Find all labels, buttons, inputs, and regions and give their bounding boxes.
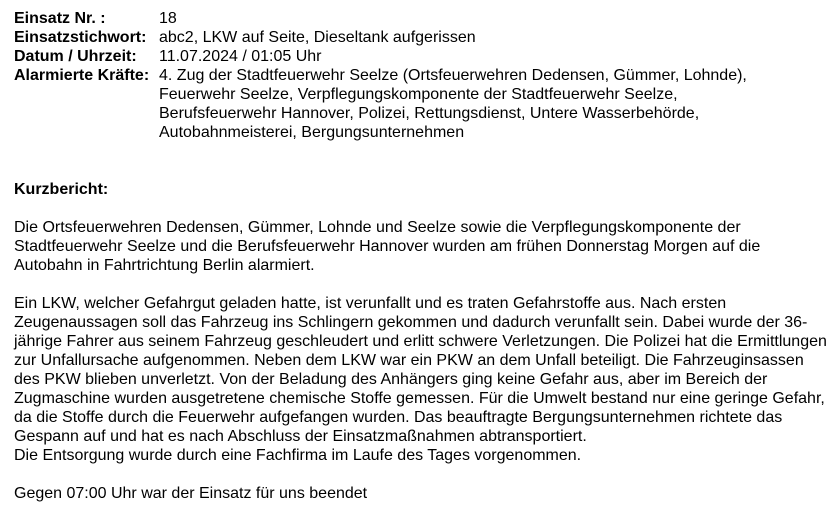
paragraph-line: Gespann auf und hat es nach Abschluss der Einsatzmaßnahmen abtransportiert. <box>14 428 587 445</box>
paragraph-line: Die Entsorgung wurde durch eine Fachfirma im Laufe des Tages vorgenommen. <box>14 447 582 464</box>
kraefte-value <box>159 66 829 142</box>
paragraph-line: Zugmaschine wurden ausgetretene chemische Stoffe gemessen. Für die Umwelt bestand nur eine geringe Gefahr, <box>14 390 825 407</box>
kraefte-line: 4. Zug der Stadtfeuerwehr Seelze (Ortsfeuerwehren Dedensen, Gümmer, Lohnde), <box>159 67 747 84</box>
paragraph-line: zur Unfallursache aufgenommen. Neben dem LKW war ein PKW an dem Unfall beteiligt. Die Fahrzeuginsassen <box>14 352 804 369</box>
incident-meta-table <box>14 9 838 142</box>
kraefte-line: Autobahnmeisterei, Bergungsunternehmen <box>159 124 465 141</box>
datum-label: Datum / Uhrzeit: <box>14 48 137 65</box>
einsatz-nr-label: Einsatz Nr. : <box>14 10 106 27</box>
kraefte-label: Alarmierte Kräfte: <box>14 67 150 84</box>
paragraph-line: Ein LKW, welcher Gefahrgut geladen hatte, ist verunfallt und es traten Gefahrstoffe aus. Nach ersten <box>14 295 727 312</box>
datum-value: 11.07.2024 / 01:05 Uhr <box>159 48 322 65</box>
paragraph-line: Stadtfeuerwehr Seelze und die Berufsfeuerwehr Hannover wurden am frühen Donnerstag Morgen auf die <box>14 238 761 255</box>
paragraph-line: Die Ortsfeuerwehren Dedensen, Gümmer, Lohnde und Seelze sowie die Verpflegungskomponente der <box>14 219 741 236</box>
paragraph-line: Autobahn in Fahrtrichtung Berlin alarmiert. <box>14 257 315 274</box>
report-paragraph-2 <box>14 294 829 465</box>
paragraph-line: da die Stoffe durch die Feuerwehr aufgefangen wurden. Das beauftragte Bergungsunternehmen richtete das <box>14 409 783 426</box>
paragraph-line: Zeugenaussagen soll das Fahrzeug ins Schlingern gekommen und dadurch verunfallt sein. Dabei wurde der 36- <box>14 314 808 331</box>
kraefte-line: Feuerwehr Seelze, Verpflegungskomponente der Stadtfeuerwehr Seelze, <box>159 86 678 103</box>
paragraph-line: jährige Fahrer aus seinem Fahrzeug geschleudert und erlitt schwere Verletzungen. Die Polizei hat die Ermittlungen <box>14 333 827 350</box>
stichwort-value: abc2, LKW auf Seite, Dieseltank aufgerissen <box>159 29 476 46</box>
kraefte-line: Berufsfeuerwehr Hannover, Polizei, Rettungsdienst, Untere Wasserbehörde, <box>159 105 700 122</box>
kurzbericht-title: Kurzbericht: <box>14 181 109 198</box>
closing-statement: Gegen 07:00 Uhr war der Einsatz für uns beendet <box>14 485 368 502</box>
paragraph-line: des PKW blieben unverletzt. Von der Beladung des Anhängers ging keine Gefahr aus, aber im Bereich der <box>14 371 768 388</box>
stichwort-label: Einsatzstichwort: <box>14 29 147 46</box>
report-paragraph-1 <box>14 218 829 275</box>
einsatz-nr-value: 18 <box>159 10 177 27</box>
